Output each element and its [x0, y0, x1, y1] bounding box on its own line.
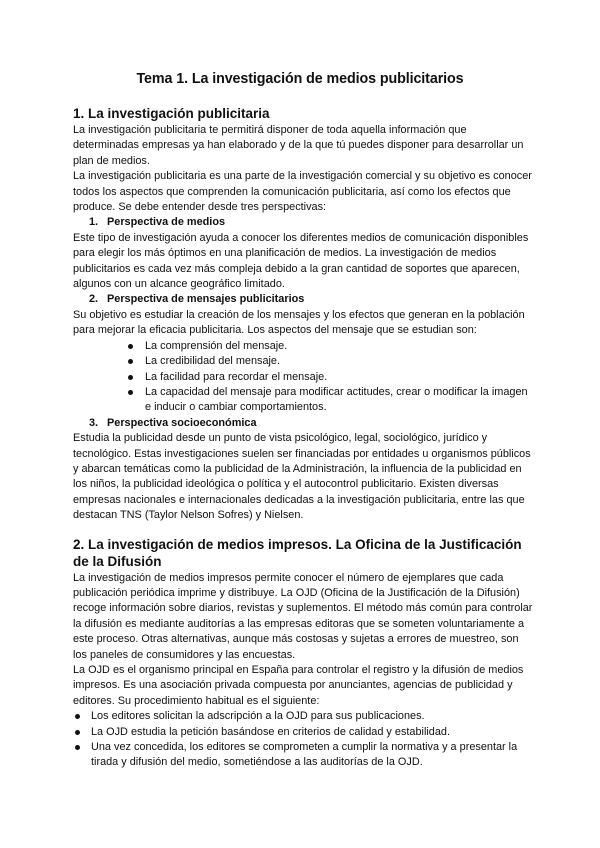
perspective-1-heading — [73, 215, 533, 230]
perspective-1-text: Este tipo de investigación ayuda a conocer los diferentes medios de comunicación disponibles para elegir los más óptimos en una planificación de medios. La investigación de medios publicitarios es cada vez más compleja debido a la gran cantidad de soportes que aparecen, algunos con un alcance geográfico limitado. — [73, 231, 529, 291]
list-item-text: La facilidad para recordar el mensaje. — [145, 370, 328, 383]
list-item — [73, 709, 533, 724]
bullet-icon — [128, 359, 133, 364]
list-item — [73, 370, 533, 385]
document-body — [73, 105, 533, 771]
list-item-text: La OJD estudia la petición basándose en criterios de calidad y estabilidad. — [91, 725, 451, 738]
bullet-icon — [128, 344, 133, 349]
list-item-text: La credibilidad del mensaje. — [145, 355, 281, 368]
message-aspects-list — [73, 339, 533, 416]
section-1-paragraph-1: La investigación publicitaria te permitirá disponer de toda aquella información que determinadas empresas ya han elaborado y de la que tú puedes disponer para desarrollar un plan de medios. — [73, 124, 524, 167]
perspective-2-text: Su objetivo es estudiar la creación de los mensajes y los efectos que generan en la población para mejorar la eficacia publicitaria. Los aspectos del mensaje que se estudian son: — [73, 308, 525, 337]
bullet-icon — [128, 375, 133, 380]
list-item — [73, 740, 533, 771]
perspective-3-heading — [73, 416, 533, 431]
perspective-1-number: 1. — [89, 216, 99, 229]
perspective-3-title: Perspectiva socioeconómica — [107, 416, 257, 429]
bullet-icon — [75, 714, 80, 719]
bullet-icon — [75, 745, 80, 750]
bullet-icon — [128, 390, 133, 395]
list-item — [73, 354, 533, 369]
perspective-2-title: Perspectiva de mensajes publicitarios — [107, 293, 305, 306]
list-item — [73, 725, 533, 740]
page-title: Tema 1. La investigación de medios publicitarios — [136, 71, 464, 87]
list-item-text: La comprensión del mensaje. — [145, 339, 288, 352]
list-item — [73, 385, 533, 416]
section-2-paragraph-2: La OJD es el organismo principal en España para controlar el registro y la difusión de medios impresos. Es una asociación privada compuesta por anunciantes, agencias de publicidad y editores. Su procedimiento habitual es el siguiente: — [73, 664, 524, 707]
section-2-paragraph-1: La investigación de medios impresos permite conocer el número de ejemplares que cada publicación periódica imprime y distribuye. La OJD (Oficina de la Justificación de la Difusión) recoge información sobre diarios, revistas y suplementos. El método más común para controlar la difusión es mediante auditorías a las empresas editoras que se someten voluntariamente a este proceso. Otras alternativas, aunque más costosas y sujetas a errores de muestreo, son los paneles de consumidores y las encuestas. — [73, 571, 533, 661]
section-2-heading: 2. La investigación de medios impresos. La Oficina de la Justificación de la Difusión — [73, 536, 522, 569]
list-item-text: Los editores solicitan la adscripción a la OJD para sus publicaciones. — [91, 710, 425, 723]
perspective-3-text: Estudia la publicidad desde un punto de vista psicológico, legal, sociológico, jurídico y tecnológico. Estas investigaciones suelen ser financiadas por entidades u organismos públicos y abarcan temáticas como la publicidad de la Administración, la influencia de la publicidad en los niños, la publicidad ideológica o política y el autocontrol publicitario. Existen diversas empresas nacionales e internacionales dedicadas a la investigación publicitaria, entre las que destacan TNS (Taylor Nelson Sofres) y Nielsen. — [73, 432, 531, 522]
list-item — [73, 339, 533, 354]
list-item-text: Una vez concedida, los editores se comprometen a cumplir la normativa y a presentar la tirada y difusión del medio, sometiéndose a las auditorías de la OJD. — [91, 741, 518, 769]
list-item-text: La capacidad del mensaje para modificar actitudes, crear o modificar la imagen e inducir o cambiar comportamientos. — [145, 385, 528, 414]
perspective-2-number: 2. — [89, 293, 99, 306]
bullet-icon — [75, 730, 80, 735]
section-1-paragraph-2: La investigación publicitaria es una parte de la investigación comercial y su objetivo es conocer todos los aspectos que comprenden la comunicación publicitaria, así como los efectos que produce. Se debe entender desde tres perspectivas: — [73, 170, 532, 214]
section-1-heading: 1. La investigación publicitaria — [73, 106, 270, 121]
ojd-procedure-list — [73, 709, 533, 771]
perspective-2-heading — [73, 292, 533, 307]
perspective-1-title: Perspectiva de medios — [107, 216, 226, 229]
perspective-3-number: 3. — [89, 416, 99, 429]
